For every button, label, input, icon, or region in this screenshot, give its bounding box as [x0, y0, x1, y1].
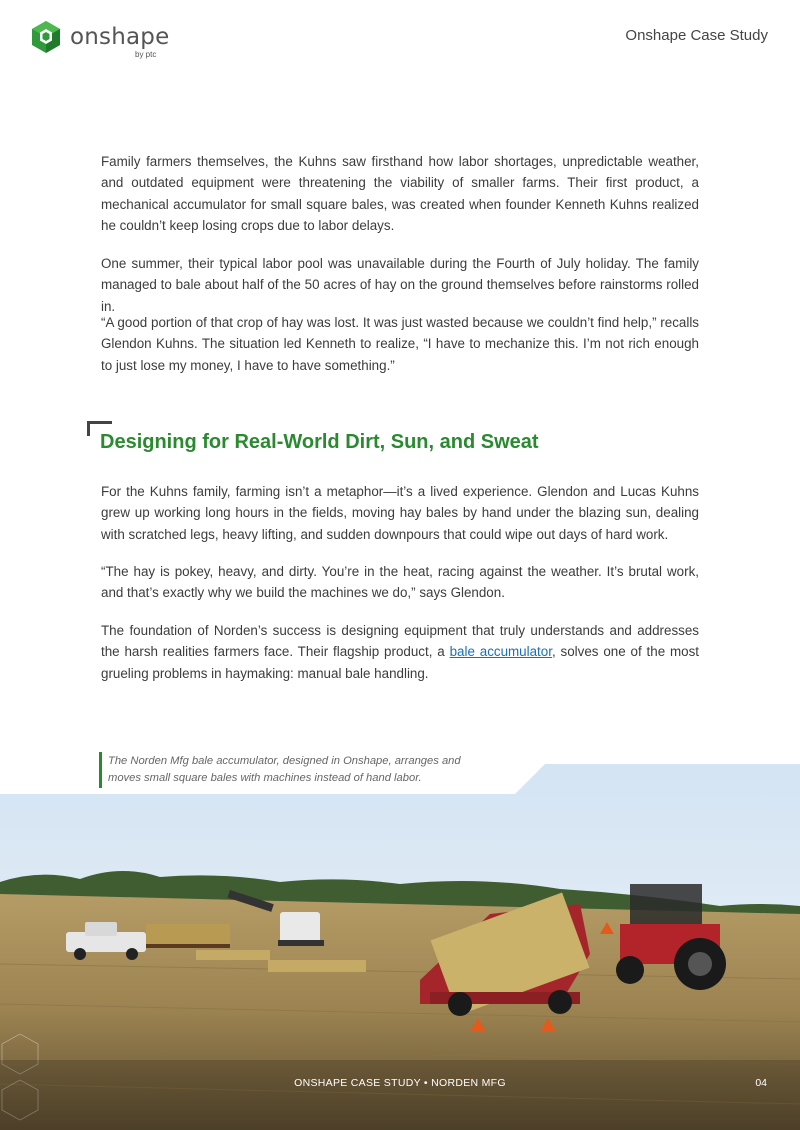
- onshape-hexagon-icon: [30, 20, 62, 54]
- photo-caption: The Norden Mfg bale accumulator, designed in Onshape, arranges and moves small square bales with machines instead of hand labor.: [108, 755, 461, 784]
- logo-byline: by ptc: [135, 50, 157, 59]
- paragraph-text: , solves one of the most grueling problems in haymaking: manual bale handling.: [101, 644, 700, 681]
- body-paragraph: Family farmers themselves, the Kuhns saw firsthand how labor shortages, unpredictable weather, and outdated equipment were threatening the viability of smaller farms. Their first product, a mechanical accumulator for small square bales, was created when founder Kenneth Kuhns realized he couldn’t keep losing crops due to labor delays.: [101, 154, 699, 234]
- onshape-logo[interactable]: [30, 18, 210, 62]
- caption-accent-bar: [99, 752, 102, 788]
- logo-wordmark: onshape: [70, 24, 170, 50]
- page-number: 04: [755, 1077, 767, 1089]
- bale-accumulator-link[interactable]: bale accumulator: [449, 644, 552, 660]
- footer-text: ONSHAPE CASE STUDY • NORDEN MFG: [294, 1077, 506, 1089]
- section-heading: Designing for Real-World Dirt, Sun, and Sweat: [100, 431, 539, 453]
- header-title: Onshape Case Study: [625, 27, 768, 44]
- paragraph-text: The foundation of Norden’s success is designing equipment that truly understands and addresses the harsh realities farmers face. Their flagship product, a: [101, 623, 699, 660]
- body-paragraph: “A good portion of that crop of hay was lost. It was just wasted because we couldn’t find help,” recalls Glendon Kuhns. The situation led Kenneth to realize, “I have to mechanize this. I’m not rich enough to just lose my money, I have to have something.”: [101, 315, 699, 373]
- body-paragraph: For the Kuhns family, farming isn’t a metaphor—it’s a lived experience. Glendon and Lucas Kuhns grew up working long hours in the fields, moving hay bales by hand under the blazing sun, dealing with scratched legs, heavy lifting, and sudden downpours that could wipe out days of hard work.: [101, 484, 699, 542]
- field-photo: [0, 764, 800, 1130]
- body-paragraph: “The hay is pokey, heavy, and dirty. You’re in the heat, racing against the weather. It’s brutal work, and that’s exactly why we build the machines we do,” says Glendon.: [101, 564, 699, 601]
- body-paragraph: [101, 620, 699, 684]
- body-paragraph: One summer, their typical labor pool was unavailable during the Fourth of July holiday. The family managed to bale about half of the 50 acres of hay on the ground themselves before rainstorms rolled in.: [101, 256, 699, 314]
